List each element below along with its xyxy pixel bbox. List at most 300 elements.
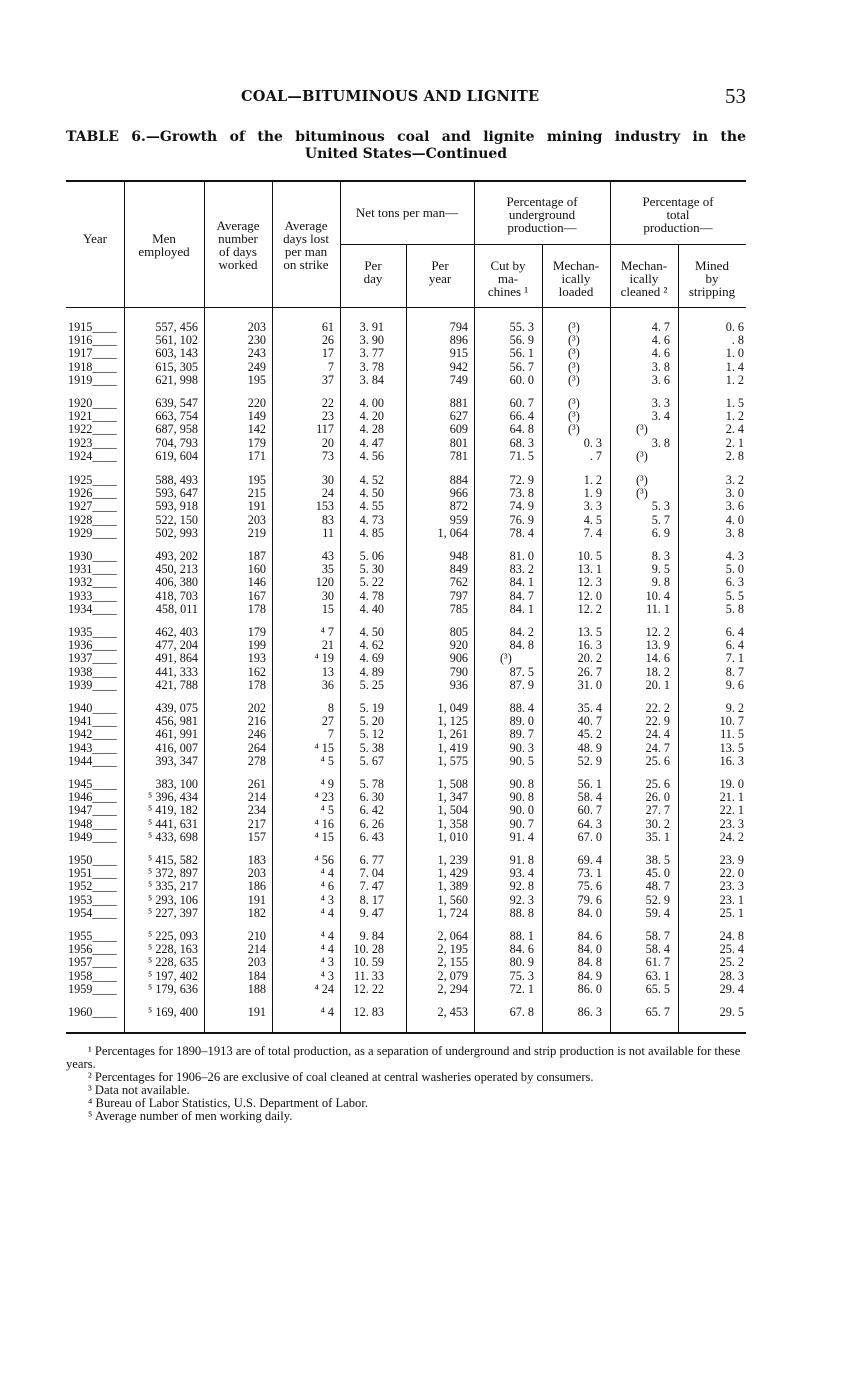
col-mech-cleaned-header	[610, 259, 678, 298]
year-cell: 1949____	[68, 829, 117, 844]
mech-loaded-cell: (³)	[568, 396, 580, 410]
mech-cleaned-cell: 6. 9	[651, 525, 670, 540]
days-worked-cell: 160	[247, 562, 266, 577]
col-pct-total-header-line: Percentage of	[642, 194, 714, 209]
men-cell: ⁵ 372, 897	[148, 866, 198, 881]
year-cell: 1940____	[68, 701, 117, 715]
mech-cleaned-cell: 38. 5	[645, 853, 670, 867]
mech-cleaned-cell: 9. 5	[651, 562, 670, 577]
mech-cleaned-cell: 45. 0	[645, 866, 670, 881]
per-day-cell: 6. 77	[359, 853, 384, 867]
per-day-cell: 3. 78	[359, 359, 384, 374]
per-day-cell: 12. 22	[353, 981, 384, 996]
mech-cleaned-cell: 3. 8	[651, 435, 670, 450]
per-day-cell: 4. 47	[359, 435, 384, 450]
cut-cell: 84. 1	[509, 575, 534, 590]
cut-cell: 88. 1	[509, 929, 534, 943]
days-worked-cell: 199	[247, 638, 266, 653]
mech-cleaned-cell: 35. 1	[645, 829, 670, 844]
days-worked-cell: 195	[247, 473, 266, 487]
table-bottom-rule	[66, 1032, 746, 1034]
mech-loaded-cell: 84. 6	[577, 929, 602, 943]
days-lost-cell: 17	[321, 346, 334, 361]
per-day-cell: 5. 30	[359, 562, 384, 577]
mech-loaded-cell: 79. 6	[577, 892, 602, 907]
per-day-cell: 4. 78	[359, 588, 384, 603]
mech-loaded-cell: (³)	[568, 320, 580, 334]
stripping-cell: 24. 2	[719, 829, 744, 844]
col-days-lost-header	[272, 219, 340, 271]
mech-cleaned-cell: 4. 7	[651, 320, 670, 334]
cut-cell: 91. 8	[509, 853, 534, 867]
mech-cleaned-cell: 9. 8	[651, 575, 670, 590]
per-year-cell: 790	[449, 664, 468, 679]
days-worked-cell: 187	[247, 549, 266, 563]
year-cell: 1921____	[68, 409, 117, 424]
days-lost-cell: 7	[327, 727, 334, 742]
days-lost-cell: ⁴ 24	[314, 981, 334, 996]
cut-cell: (³)	[500, 651, 512, 666]
cut-cell: 72. 1	[509, 981, 534, 996]
per-year-cell: 785	[449, 601, 468, 616]
col-per-day-header	[340, 259, 406, 285]
per-year-cell: 872	[449, 499, 468, 514]
days-lost-cell: 61	[321, 320, 334, 334]
per-day-cell: 4. 85	[359, 525, 384, 540]
days-lost-cell: ⁴ 56	[314, 853, 334, 867]
mech-loaded-cell: 12. 3	[577, 575, 602, 590]
per-day-cell: 11. 33	[353, 968, 384, 983]
per-day-cell: 5. 12	[359, 727, 384, 742]
stripping-cell: 4. 0	[725, 512, 744, 527]
days-worked-cell: 203	[247, 320, 266, 334]
stripping-cell: 11. 5	[720, 727, 744, 742]
days-lost-cell: 120	[315, 575, 334, 590]
days-worked-cell: 249	[247, 359, 266, 374]
per-year-cell: 2, 064	[437, 929, 468, 943]
days-worked-cell: 191	[247, 892, 266, 907]
cut-cell: 66. 4	[509, 409, 534, 424]
days-worked-cell: 179	[247, 625, 266, 639]
table-title-line1: TABLE 6.—Growth of the bituminous coal and lignite mining industry in the	[66, 129, 746, 145]
stripping-cell: 16. 3	[719, 753, 744, 768]
days-worked-cell: 220	[247, 396, 266, 410]
men-cell: ⁵ 169, 400	[148, 1005, 198, 1019]
days-worked-cell: 202	[247, 701, 266, 715]
per-year-cell: 805	[449, 625, 468, 639]
footnote: ¹ Percentages for 1890–1913 are of total production, as a separation of underground and strip production is not available for these years.	[66, 1044, 741, 1071]
mech-cleaned-cell: 4. 6	[651, 333, 670, 348]
per-day-cell: 6. 26	[359, 816, 384, 831]
stripping-cell: 23. 3	[719, 816, 744, 831]
men-cell: ⁵ 228, 163	[148, 942, 198, 957]
stripping-cell: 22. 1	[719, 803, 744, 818]
days-lost-cell: ⁴ 23	[314, 790, 334, 805]
per-day-cell: 5. 19	[359, 701, 384, 715]
mech-cleaned-cell: 22. 9	[645, 714, 670, 729]
per-year-cell: 1, 389	[437, 879, 468, 894]
days-lost-cell: 30	[321, 588, 334, 603]
stripping-cell: 29. 4	[719, 981, 744, 996]
per-year-cell: 2, 294	[437, 981, 468, 996]
stripping-cell: 28. 3	[719, 968, 744, 983]
days-worked-cell: 216	[247, 714, 266, 729]
col-days-worked-header-line: Average	[216, 218, 260, 233]
per-day-cell: 5. 06	[359, 549, 384, 563]
mech-cleaned-cell: 5. 3	[651, 499, 670, 514]
days-worked-cell: 146	[247, 575, 266, 590]
days-worked-cell: 183	[247, 853, 266, 867]
men-cell: ⁵ 225, 093	[148, 929, 198, 943]
cut-cell: 68. 3	[509, 435, 534, 450]
men-cell: 663, 754	[155, 409, 198, 424]
cut-cell: 78. 4	[509, 525, 534, 540]
mech-cleaned-cell: (³)	[636, 473, 648, 487]
mech-cleaned-cell: 24. 4	[645, 727, 670, 742]
days-lost-cell: 24	[321, 486, 334, 501]
year-cell: 1935____	[68, 625, 117, 639]
cut-cell: 76. 9	[509, 512, 534, 527]
mech-loaded-cell: (³)	[568, 359, 580, 374]
col-cut-header	[474, 259, 542, 298]
days-worked-cell: 182	[247, 905, 266, 920]
per-day-cell: 4. 56	[359, 448, 384, 463]
mech-cleaned-cell: 59. 4	[645, 905, 670, 920]
per-day-cell: 4. 20	[359, 409, 384, 424]
men-cell: 458, 011	[155, 601, 198, 616]
per-day-cell: 7. 04	[359, 866, 384, 881]
per-year-cell: 2, 195	[437, 942, 468, 957]
per-day-cell: 6. 43	[359, 829, 384, 844]
mech-loaded-cell: 67. 0	[577, 829, 602, 844]
stripping-cell: 25. 4	[719, 942, 744, 957]
days-lost-cell: 26	[321, 333, 334, 348]
days-lost-cell: ⁴ 3	[320, 892, 334, 907]
per-day-cell: 7. 47	[359, 879, 384, 894]
per-day-cell: 5. 20	[359, 714, 384, 729]
year-cell: 1927____	[68, 499, 117, 514]
men-cell: 421, 788	[155, 677, 198, 692]
col-pct-total-header-line: total	[666, 207, 690, 222]
per-year-cell: 920	[449, 638, 468, 653]
men-cell: ⁵ 293, 106	[148, 892, 198, 907]
per-day-cell: 4. 62	[359, 638, 384, 653]
cut-cell: 73. 8	[509, 486, 534, 501]
year-cell: 1956____	[68, 942, 117, 957]
days-lost-cell: 35	[321, 562, 334, 577]
per-year-cell: 762	[449, 575, 468, 590]
days-worked-cell: 234	[247, 803, 266, 818]
cut-cell: 90. 8	[509, 777, 534, 791]
mech-loaded-cell: 84. 8	[577, 955, 602, 970]
year-cell: 1946____	[68, 790, 117, 805]
year-cell: 1954____	[68, 905, 117, 920]
men-cell: 621, 998	[155, 372, 198, 387]
year-cell: 1936____	[68, 638, 117, 653]
col-cut-header-line: ma-	[497, 271, 519, 286]
cut-cell: 89. 0	[509, 714, 534, 729]
cut-cell: 87. 9	[509, 677, 534, 692]
year-cell: 1929____	[68, 525, 117, 540]
cut-cell: 60. 0	[509, 372, 534, 387]
mech-loaded-cell: 86. 0	[577, 981, 602, 996]
mech-loaded-cell: 1. 9	[583, 486, 602, 501]
per-day-cell: 4. 69	[359, 651, 384, 666]
men-cell: ⁵ 419, 182	[148, 803, 198, 818]
mech-cleaned-cell: 11. 1	[646, 601, 670, 616]
stripping-cell: . 8	[731, 333, 744, 348]
col-pct-total-header-line: production—	[643, 220, 713, 235]
per-year-cell: 1, 724	[437, 905, 468, 920]
col-pct-underground-header-line: production—	[507, 220, 577, 235]
cut-cell: 90. 7	[509, 816, 534, 831]
days-worked-cell: 214	[247, 942, 266, 957]
days-lost-cell: 36	[321, 677, 334, 692]
stripping-cell: 3. 6	[725, 499, 744, 514]
footnote: ² Percentages for 1906–26 are exclusive of coal cleaned at central washeries operated by consumers.	[88, 1070, 594, 1084]
per-year-cell: 966	[449, 486, 468, 501]
mech-loaded-cell: 16. 3	[577, 638, 602, 653]
year-cell: 1934____	[68, 601, 117, 616]
footnotes	[66, 1045, 746, 1123]
per-year-cell: 948	[449, 549, 468, 563]
days-lost-cell: ⁴ 19	[314, 651, 334, 666]
men-cell: 462, 403	[155, 625, 198, 639]
mech-loaded-cell: 1. 2	[583, 473, 602, 487]
mech-cleaned-cell: 3. 6	[651, 372, 670, 387]
cut-cell: 84. 1	[509, 601, 534, 616]
cut-cell: 80. 9	[509, 955, 534, 970]
mech-loaded-cell: 73. 1	[577, 866, 602, 881]
days-lost-cell: 37	[321, 372, 334, 387]
men-cell: 687, 958	[155, 422, 198, 437]
men-cell: 639, 547	[155, 396, 198, 410]
cut-cell: 88. 4	[509, 701, 534, 715]
mech-loaded-cell: 75. 6	[577, 879, 602, 894]
men-cell: 522, 150	[155, 512, 198, 527]
cut-cell: 72. 9	[509, 473, 534, 487]
stripping-cell: 5. 8	[725, 601, 744, 616]
per-day-cell: 4. 00	[359, 396, 384, 410]
col-cut-header-line: chines ¹	[487, 284, 529, 299]
days-worked-cell: 261	[247, 777, 266, 791]
days-worked-cell: 210	[247, 929, 266, 943]
days-lost-cell: 7	[327, 359, 334, 374]
per-day-cell: 9. 84	[359, 929, 384, 943]
col-days-worked-header-line: of days	[219, 244, 257, 259]
col-stripping-header-line: Mined	[695, 258, 729, 273]
men-cell: 406, 380	[155, 575, 198, 590]
footnote: ⁴ Bureau of Labor Statistics, U.S. Department of Labor.	[88, 1096, 368, 1110]
col-days-lost-header-line: per man	[284, 244, 328, 259]
col-days-worked-header-line: number	[218, 231, 258, 246]
mech-loaded-cell: 13. 5	[577, 625, 602, 639]
col-mech-cleaned-header-line: cleaned ²	[620, 284, 668, 299]
mech-cleaned-cell: 65. 5	[645, 981, 670, 996]
col-days-lost-header-line: days lost	[283, 231, 329, 246]
year-cell: 1945____	[68, 777, 117, 791]
per-year-cell: 2, 453	[437, 1005, 468, 1019]
per-year-cell: 1, 261	[437, 727, 468, 742]
mech-cleaned-cell: 3. 4	[651, 409, 670, 424]
mech-loaded-cell: 31. 0	[577, 677, 602, 692]
men-cell: 491, 864	[155, 651, 198, 666]
year-cell: 1942____	[68, 727, 117, 742]
col-mech-cleaned-header-line: ically	[629, 271, 659, 286]
men-cell: 603, 143	[155, 346, 198, 361]
stripping-cell: 2. 8	[725, 448, 744, 463]
days-worked-cell: 214	[247, 790, 266, 805]
mech-loaded-cell: 48. 9	[577, 740, 602, 755]
col-days-worked-header	[204, 219, 272, 271]
mech-cleaned-cell: 8. 3	[651, 549, 670, 563]
year-cell: 1925____	[68, 473, 117, 487]
year-cell: 1931____	[68, 562, 117, 577]
mech-cleaned-cell: (³)	[636, 422, 648, 437]
mech-cleaned-cell: 61. 7	[645, 955, 670, 970]
days-lost-cell: 30	[321, 473, 334, 487]
mech-cleaned-cell: 27. 7	[645, 803, 670, 818]
year-cell: 1919____	[68, 372, 117, 387]
per-year-cell: 1, 239	[437, 853, 468, 867]
days-worked-cell: 179	[247, 435, 266, 450]
stripping-cell: 19. 0	[719, 777, 744, 791]
year-cell: 1951____	[68, 866, 117, 881]
year-cell: 1930____	[68, 549, 117, 563]
mech-cleaned-cell: 63. 1	[645, 968, 670, 983]
days-worked-cell: 171	[247, 448, 266, 463]
table-title	[66, 129, 746, 163]
men-cell: 588, 493	[155, 473, 198, 487]
mech-loaded-cell: 35. 4	[577, 701, 602, 715]
men-cell: 593, 647	[155, 486, 198, 501]
stripping-cell: 3. 8	[725, 525, 744, 540]
year-cell: 1944____	[68, 753, 117, 768]
mech-loaded-cell: 10. 5	[577, 549, 602, 563]
cut-cell: 84. 8	[509, 638, 534, 653]
days-lost-cell: ⁴ 4	[320, 1005, 334, 1019]
men-cell: 450, 213	[155, 562, 198, 577]
days-lost-cell: 21	[321, 638, 334, 653]
per-day-cell: 4. 89	[359, 664, 384, 679]
mech-loaded-cell: . 7	[589, 448, 602, 463]
stripping-cell: 1. 5	[725, 396, 744, 410]
year-cell: 1950____	[68, 853, 117, 867]
men-cell: 477, 204	[155, 638, 198, 653]
men-cell: 393, 347	[155, 753, 198, 768]
stripping-cell: 29. 5	[719, 1005, 744, 1019]
page-number: 53	[725, 84, 746, 108]
per-year-cell: 627	[449, 409, 468, 424]
stripping-cell: 1. 0	[725, 346, 744, 361]
mech-cleaned-cell: 58. 7	[645, 929, 670, 943]
days-lost-cell: 73	[321, 448, 334, 463]
net-tons-subrule	[340, 244, 474, 245]
cut-cell: 56. 9	[509, 333, 534, 348]
per-day-cell: 4. 40	[359, 601, 384, 616]
per-year-cell: 936	[449, 677, 468, 692]
mech-cleaned-cell: 58. 4	[645, 942, 670, 957]
days-lost-cell: 27	[321, 714, 334, 729]
year-cell: 1915____	[68, 320, 117, 334]
cut-cell: 90. 3	[509, 740, 534, 755]
per-day-cell: 6. 30	[359, 790, 384, 805]
days-lost-cell: 117	[316, 422, 334, 437]
mech-loaded-cell: 12. 0	[577, 588, 602, 603]
col-year-header: Year	[83, 231, 107, 246]
men-cell: 383, 100	[155, 777, 198, 791]
per-year-cell: 1, 419	[437, 740, 468, 755]
men-cell: 561, 102	[155, 333, 198, 348]
mech-loaded-cell: 3. 3	[583, 499, 602, 514]
stripping-cell: 25. 1	[719, 905, 744, 920]
days-lost-cell: 13	[321, 664, 334, 679]
days-lost-cell: ⁴ 7	[320, 625, 334, 639]
men-cell: ⁵ 227, 397	[148, 905, 198, 920]
days-lost-cell: ⁴ 6	[320, 879, 334, 894]
stripping-cell: 3. 2	[725, 473, 744, 487]
mech-cleaned-cell: (³)	[636, 486, 648, 501]
per-day-cell: 3. 91	[359, 320, 384, 334]
days-lost-cell: ⁴ 15	[314, 829, 334, 844]
men-cell: 418, 703	[155, 588, 198, 603]
days-worked-cell: 243	[247, 346, 266, 361]
per-year-cell: 781	[449, 448, 468, 463]
men-cell: ⁵ 441, 631	[148, 816, 198, 831]
per-year-cell: 801	[449, 435, 468, 450]
mech-loaded-cell: 0. 3	[583, 435, 602, 450]
stripping-cell: 5. 5	[725, 588, 744, 603]
stripping-cell: 0. 6	[725, 320, 744, 334]
per-day-cell: 4. 50	[359, 486, 384, 501]
cut-cell: 83. 2	[509, 562, 534, 577]
mech-loaded-cell: 58. 4	[577, 790, 602, 805]
year-cell: 1952____	[68, 879, 117, 894]
days-lost-cell: 8	[327, 701, 334, 715]
stripping-cell: 1. 4	[725, 359, 744, 374]
year-cell: 1948____	[68, 816, 117, 831]
year-cell: 1941____	[68, 714, 117, 729]
men-cell: 439, 075	[155, 701, 198, 715]
per-day-cell: 5. 25	[359, 677, 384, 692]
mech-cleaned-cell: 18. 2	[645, 664, 670, 679]
days-lost-cell: ⁴ 4	[320, 942, 334, 957]
col-men-header-line: employed	[138, 244, 190, 259]
cut-cell: 56. 1	[509, 346, 534, 361]
men-cell: 502, 993	[155, 525, 198, 540]
men-cell: 619, 604	[155, 448, 198, 463]
men-cell: 456, 981	[155, 714, 198, 729]
stripping-cell: 7. 1	[725, 651, 744, 666]
mech-loaded-cell: 12. 2	[577, 601, 602, 616]
year-cell: 1939____	[68, 677, 117, 692]
mech-cleaned-cell: 13. 9	[645, 638, 670, 653]
cut-cell: 89. 7	[509, 727, 534, 742]
days-worked-cell: 278	[247, 753, 266, 768]
days-worked-cell: 167	[247, 588, 266, 603]
stripping-cell: 6. 4	[725, 625, 744, 639]
mech-cleaned-cell: 5. 7	[651, 512, 670, 527]
men-cell: ⁵ 396, 434	[148, 790, 198, 805]
stripping-cell: 25. 2	[719, 955, 744, 970]
mech-cleaned-cell: 52. 9	[645, 892, 670, 907]
per-day-cell: 12. 83	[353, 1005, 384, 1019]
per-year-cell: 609	[449, 422, 468, 437]
footnote: ⁵ Average number of men working daily.	[88, 1109, 293, 1123]
cut-cell: 56. 7	[509, 359, 534, 374]
stripping-cell: 13. 5	[719, 740, 744, 755]
year-cell: 1958____	[68, 968, 117, 983]
